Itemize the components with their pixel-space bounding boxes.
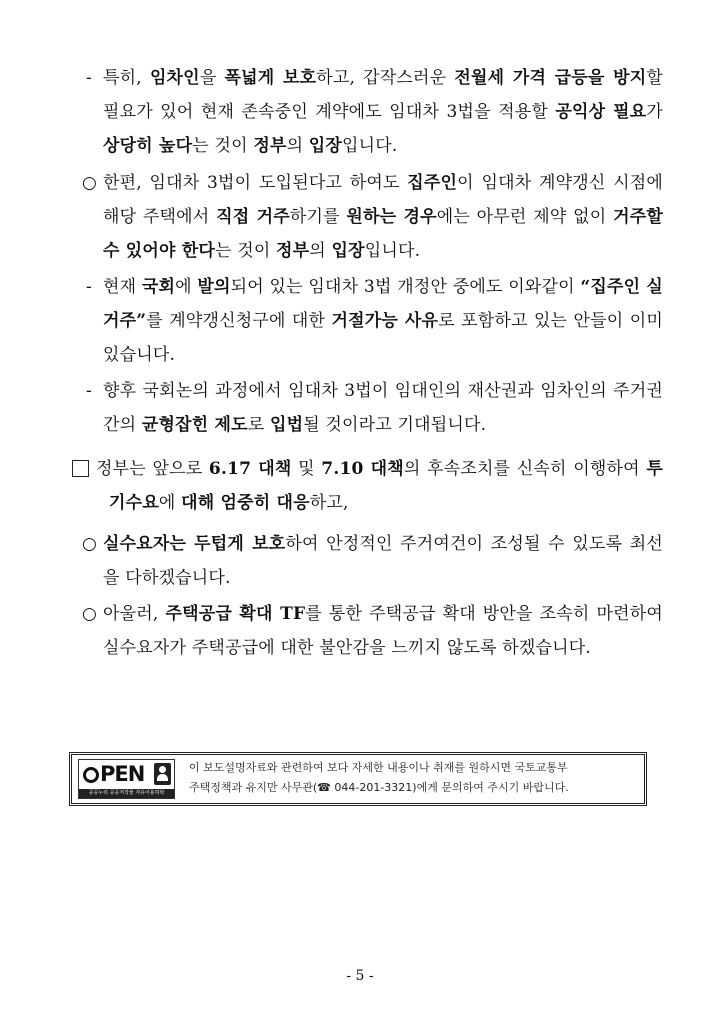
emphasis-text: “집주인 실거주” bbox=[103, 277, 663, 331]
body-text: 하여 안정적인 주거여건이 조성될 수 있도록 최선을 다하겠습니다. bbox=[103, 534, 663, 588]
emphasis-text: 공익상 필요 bbox=[555, 102, 647, 122]
paragraph-housing-supply bbox=[103, 597, 663, 665]
body-text: 는 것이 bbox=[214, 241, 277, 261]
notice-line-1: 이 보도설명자료와 관련하여 보다 자세한 내용이나 취재를 원하시면 국토교통부 bbox=[189, 761, 568, 774]
body-text: 할 필요가 있어 현재 존속중인 계약에도 임대차 3법을 적용할 bbox=[103, 68, 664, 122]
emphasis-text: 거주할 수 있어야 한다 bbox=[103, 207, 663, 261]
body-text: 로 bbox=[247, 415, 270, 435]
body-text: 가 bbox=[646, 102, 664, 122]
body-text: 아울러, bbox=[103, 604, 166, 624]
emphasis-text: 대해 엄중히 대응 bbox=[181, 493, 310, 513]
body-text: 및 bbox=[291, 459, 322, 479]
badge-caption: 공공누리 공공저작물 자유이용허락 bbox=[79, 789, 174, 798]
circle-marker: ○ bbox=[82, 534, 97, 554]
emphasis-text: 7.10 대책 bbox=[321, 459, 404, 479]
emphasis-text: 전월세 가격 급등을 방지 bbox=[454, 68, 647, 88]
emphasis-text: 원하는 경우 bbox=[346, 207, 437, 227]
page-number: - 5 - bbox=[346, 968, 374, 984]
dash-marker: - bbox=[86, 381, 92, 401]
open-logo: PEN bbox=[83, 762, 144, 786]
body-text: 현재 bbox=[103, 277, 142, 297]
emphasis-text: 거절가능 사유 bbox=[331, 311, 439, 331]
emphasis-text: 실수요자는 두텁게 보호 bbox=[103, 534, 286, 554]
body-text: 이 임대차 계약갱신 시점에 해당 주택에서 bbox=[103, 173, 663, 227]
emphasis-text: 정부 bbox=[253, 136, 287, 156]
emphasis-text: 입장 bbox=[331, 241, 365, 261]
paragraph-landlord-residence bbox=[103, 166, 663, 268]
circle-marker: ○ bbox=[82, 604, 97, 624]
body-text: 한편, 임대차 3법이 도입된다고 하여도 bbox=[103, 173, 408, 193]
dash-marker: - bbox=[86, 68, 92, 88]
contact-notice-text bbox=[189, 758, 634, 798]
emphasis-text: 국회 bbox=[141, 277, 176, 297]
body-text: 하고, bbox=[309, 493, 349, 513]
emphasis-text: 주택공급 확대 TF bbox=[165, 604, 306, 624]
body-text: 정부는 앞으로 bbox=[96, 459, 209, 479]
emphasis-text: 집주인 bbox=[407, 173, 458, 193]
body-text: 향후 국회논의 과정에서 임대차 3법이 임대인의 재산권과 임차인의 주거권 간의 bbox=[103, 381, 663, 435]
square-bullet-icon bbox=[72, 460, 89, 477]
emphasis-text: 발의 bbox=[197, 277, 231, 297]
emphasis-text: 입장 bbox=[308, 136, 343, 156]
emphasis-text: 폭넓게 보호 bbox=[224, 68, 317, 88]
paragraph-protection bbox=[103, 61, 663, 163]
emphasis-text: 직접 거주 bbox=[216, 207, 290, 227]
body-text: 되어 있는 임대차 3법 개정안 중에도 이와같이 bbox=[230, 277, 581, 297]
body-text: 는 것이 bbox=[192, 136, 254, 156]
circle-marker: ○ bbox=[82, 173, 97, 193]
body-text: 을 bbox=[199, 68, 225, 88]
paragraph-future-legislation bbox=[103, 374, 663, 442]
emphasis-text: 임차인 bbox=[149, 68, 200, 88]
attribution-person-icon bbox=[154, 763, 171, 785]
body-text: 를 계약갱신청구에 대한 bbox=[146, 311, 332, 331]
body-text: 하고, 갑작스러운 bbox=[316, 68, 455, 88]
emphasis-text: 균형잡힌 제도 bbox=[141, 415, 248, 435]
paragraph-national-assembly bbox=[103, 270, 663, 372]
dash-marker: - bbox=[86, 277, 92, 297]
body-text: 입니다. bbox=[342, 136, 398, 156]
emphasis-text: 입법 bbox=[269, 415, 304, 435]
body-text: 의 후속조치를 신속히 이행하여 bbox=[403, 459, 647, 479]
body-text: 의 bbox=[286, 136, 309, 156]
open-license-badge bbox=[78, 759, 175, 799]
body-text: 에 bbox=[158, 493, 182, 513]
body-text: 입니다. bbox=[364, 241, 421, 261]
body-text: 특히, bbox=[103, 68, 150, 88]
body-text: 에 bbox=[175, 277, 198, 297]
emphasis-text: 상당히 높다 bbox=[103, 136, 193, 156]
notice-line-2: 주택정책과 유지만 사무관(☎ 044-201-3321)에게 문의하여 주시기 바랍니다. bbox=[189, 781, 569, 794]
emphasis-text: 투기수요 bbox=[109, 459, 663, 513]
body-text: 로 포함하고 있는 안들이 이미 있습니다. bbox=[103, 311, 663, 365]
open-o-icon bbox=[83, 767, 99, 783]
paragraph-protect-real-demand bbox=[103, 527, 663, 595]
body-text: 될 것이라고 기대됩니다. bbox=[303, 415, 487, 435]
emphasis-text: 정부 bbox=[276, 241, 310, 261]
body-text: 하기를 bbox=[289, 207, 347, 227]
paragraph-government-measures bbox=[96, 452, 663, 520]
body-text: 에는 아무런 제약 없이 bbox=[436, 207, 614, 227]
emphasis-text: 6.17 대책 bbox=[208, 459, 292, 479]
body-text: 의 bbox=[309, 241, 332, 261]
contact-notice-box bbox=[69, 752, 647, 806]
body-text: 를 통한 주택공급 확대 방안을 조속히 마련하여 실수요자가 주택공급에 대한 불안감을 느끼지 않도록 하겠습니다. bbox=[103, 604, 663, 658]
